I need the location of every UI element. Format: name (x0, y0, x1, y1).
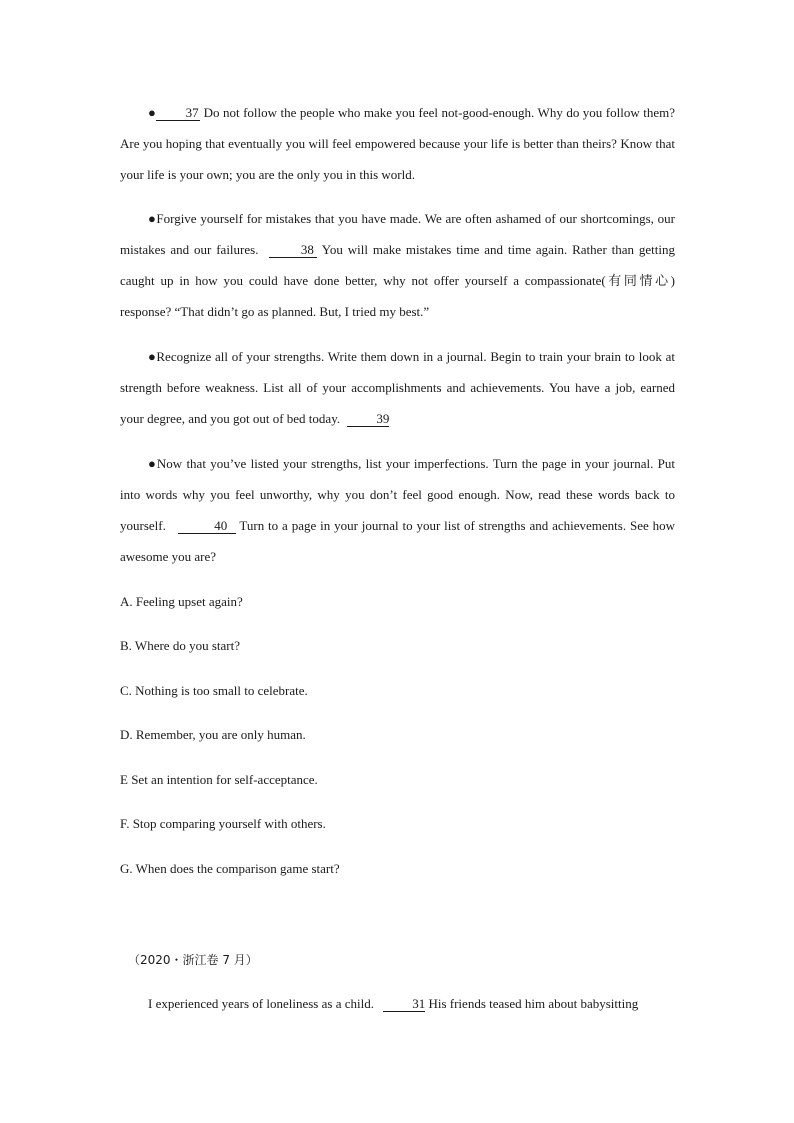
answer-blank-31: 31 (383, 997, 425, 1012)
answer-blank-40: 40 (178, 519, 236, 534)
paragraph-text: ●Now that you’ve listed your strengths, list your imperfections. Turn the page in your journal. Put into words why you feel unworthy, why you don’t feel good enough. Now, read these words back to yourself. (120, 456, 675, 533)
paragraph-text: I experienced years of loneliness as a child. (148, 996, 374, 1011)
paragraph-text: His friends teased him about babysitting (428, 996, 639, 1011)
bullet: ● (148, 105, 157, 120)
paragraph-text: Do not follow the people who make you feel not-good-enough. Why do you follow them? Are you hoping that eventually you will feel empowered because your life is better than theirs? Know that your life is your own; you are the only you in this world. (120, 105, 675, 182)
answer-blank-38: 38 (269, 243, 317, 258)
option-d: D. Remember, you are only human. (120, 727, 306, 742)
section-heading: （2020・浙江卷 7 月） (128, 953, 258, 967)
option-f: F. Stop comparing yourself with others. (120, 816, 326, 831)
option-b: B. Where do you start? (120, 638, 240, 653)
paragraph-text: You will make mistakes time and time again. Rather than getting caught up in how you could have done better, why not offer yourself a compassionate(有同情心) response? “That didn’t go as planned. But, I tried my best.” (120, 242, 676, 319)
paragraph-text: ●Forgive yourself for mistakes that you have made. We are often ashamed of our shortcomings, our mistakes and our failures. (120, 211, 675, 257)
paragraph-37 (120, 97, 675, 190)
paragraph-31 (120, 988, 675, 1019)
paragraph-40 (120, 448, 675, 572)
option-e: E Set an intention for self-acceptance. (120, 772, 318, 787)
paragraph-38 (120, 203, 675, 327)
answer-blank-37: 37 (156, 106, 200, 121)
paragraph-39 (120, 341, 675, 434)
option-c: C. Nothing is too small to celebrate. (120, 683, 308, 698)
paragraph-text: ●Recognize all of your strengths. Write them down in a journal. Begin to train your brain to look at strength before weakness. List all of your accomplishments and achievements. You have a job, earned your degree, and you got out of bed today. (120, 349, 675, 426)
option-a: A. Feeling upset again? (120, 594, 243, 609)
answer-blank-39: 39 (347, 412, 389, 427)
paragraph-text: Turn to a page in your journal to your list of strengths and achievements. See how awesome you are? (120, 518, 675, 564)
option-g: G. When does the comparison game start? (120, 861, 340, 876)
